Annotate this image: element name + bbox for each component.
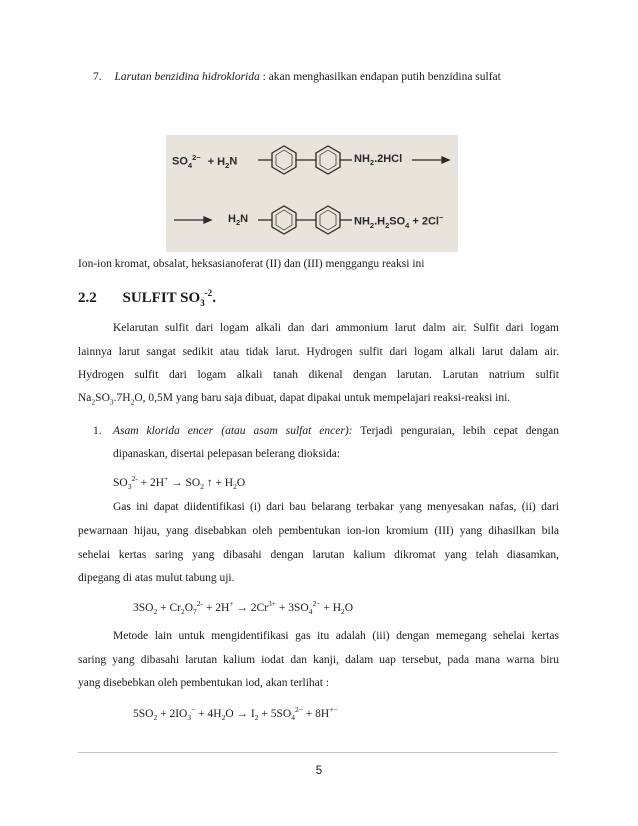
figure-row2-left: $H_2N$ xyxy=(228,213,249,228)
paragraph-line: $Na_2SO_3.7H_2O$, 0,5M yang baru saja dibuat, dapat dipakai untuk mempelajari reaksi-reaksi ini. xyxy=(78,392,511,407)
figure-row1-left: $SO_4^{2-} + H_2N$ xyxy=(172,153,238,170)
paragraph-line: Gas ini dapat diidentifikasi (i) dari bau belarang terbakar yang menyesakan nafas, (ii) dari xyxy=(113,501,559,513)
paragraph-line: Hydrogen sulfit dari logam alkali tanah dikenal dengan larutan. Larutan natrium sulfit xyxy=(78,369,559,381)
paragraph-line: dipegang di atas mulut tabung uji. xyxy=(78,572,235,584)
equation-2: $3SO_2 + Cr_2O_7^{2-} + 2H^+ \to 2Cr^{3+} + 3SO_4^{2-} + H_2O$ xyxy=(133,599,354,617)
footer-divider xyxy=(78,752,558,753)
section-heading xyxy=(78,288,216,308)
equation-1: $SO_3^{2-} + 2H^+ \to SO_2$ ↑ + $H_2O$ xyxy=(113,474,246,492)
paragraph-line: Kelarutan sulfit dari logam alkali dan dari ammonium larut dalm air. Sulfit dari logam xyxy=(113,322,559,334)
equation-3: $5SO_2 + 2IO_3^- + 4H_2O \to I_2 + 5SO_4^{2-} + 8H^{+-}$ xyxy=(133,705,338,723)
paragraph-line: sehelai kertas saring yang dibasahi dengan larutan kalium dikromat yang telah diasamkan, xyxy=(78,549,559,561)
interference-note: Ion-ion kromat, obsalat, heksasianoferat (II) dan (III) menggangu reaksi ini xyxy=(78,258,425,270)
paragraph-line: lainnya larut sangat sedikit atau tidak larut. Hydrogen sulfit dari logam alkali larut dalam air. xyxy=(78,346,559,358)
list-text: : akan menghasilkan endapan putih benzidina sulfat xyxy=(259,71,501,83)
figure-row2-right: $NH_2.H_2SO_4 + 2Cl^-$ xyxy=(354,213,444,230)
reaction-figure xyxy=(166,135,458,252)
page-number: 5 xyxy=(315,765,323,777)
paragraph-line: yang disebebkan oleh pembentukan iod, akan terlihat : xyxy=(78,677,330,689)
list-text-continued: dipanaskan, disertai pelepasan belerang dioksida: xyxy=(113,448,341,460)
reagent-name: Larutan benzidina hidroklorida xyxy=(114,71,260,83)
list-text: Terjadi penguraian, lebih cepat dengan xyxy=(352,425,559,437)
paragraph-line: Metode lain untuk mengidentifikasi gas itu adalah (iii) dengan memegang sehelai kertas xyxy=(113,630,559,642)
list-number: 1. xyxy=(93,425,102,437)
list-item-1 xyxy=(113,425,559,437)
paragraph-line: saring yang dibasahi larutan kalium iodat dan kanji, dalam uap tersebut, pada mana warna biru xyxy=(78,654,559,666)
section-number: 2.2 xyxy=(78,290,97,306)
figure-row1-right: $NH_2.2HCl$ xyxy=(354,153,403,168)
section-title: SULFIT $SO_3^{-2}$. xyxy=(122,288,216,308)
reagent-name: Asam klorida encer (atau asam sulfat encer): xyxy=(113,425,353,437)
paragraph-line: pewarnaan hijau, yang disebabkan oleh pembentukan ion-ion kromium (III) yang dihasilkan bila xyxy=(78,525,559,537)
list-number: 7. xyxy=(93,71,102,83)
list-item-7 xyxy=(93,71,501,83)
